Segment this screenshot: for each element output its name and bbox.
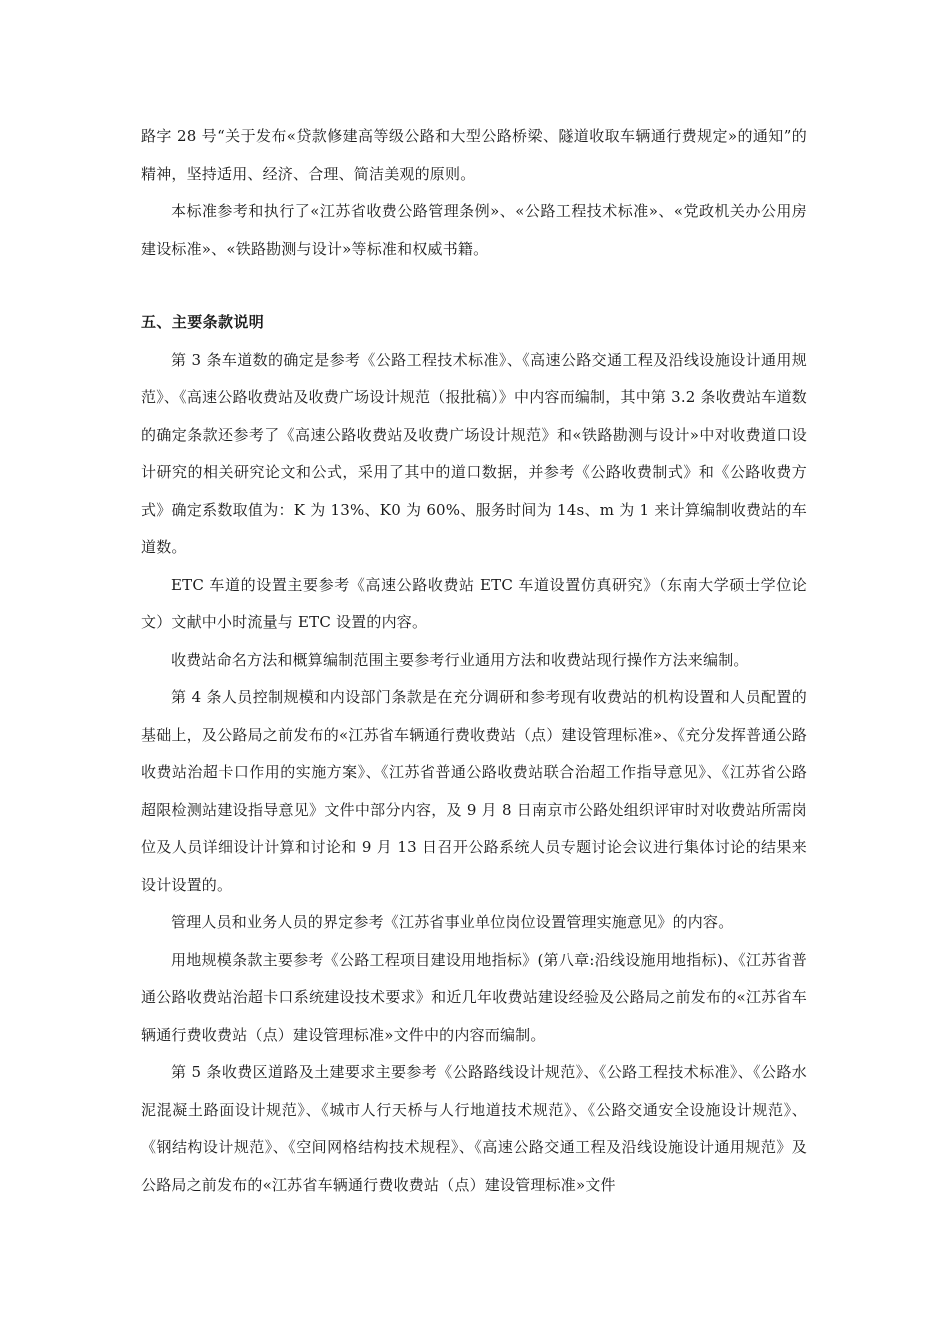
section-heading-main-clauses: 五、主要条款说明 <box>141 313 265 331</box>
section-spacer <box>141 268 807 304</box>
clause-paragraph: ETC 车道的设置主要参考《高速公路收费站 ETC 车道设置仿真研究》（东南大学硕士学位论文）文献中小时流量与 ETC 设置的内容。 <box>141 575 807 631</box>
clause-paragraph: 第 4 条人员控制规模和内设部门条款是在充分调研和参考现有收费站的机构设置和人员配置的基础上，及公路局之前发布的«江苏省车辆通行费收费站（点）建设管理标准»、《充分发挥普通公路收费站治超卡口作用的实施方案》、《江苏省普通公路收费站联合治超工作指导意见》、《江苏省公路超限检测站建设指导意见》文件中部分内容，及 9 月 8 日南京市公路处组织评审时对收费站所需岗位及人员详细设计计算和讨论和 9 月 13 日召开公路系统人员专题讨论会议进行集体讨论的结果来设计设置的。 <box>141 688 807 894</box>
clause-paragraph: 收费站命名方法和概算编制范围主要参考行业通用方法和收费站现行操作方法来编制。 <box>171 650 749 669</box>
clause-paragraph: 管理人员和业务人员的界定参考《江苏省事业单位岗位设置管理实施意见》的内容。 <box>171 913 734 931</box>
clause-paragraph: 第 5 条收费区道路及土建要求主要参考《公路路线设计规范》、《公路工程技术标准》、《公路水泥混凝土路面设计规范》、《城市人行天桥与人行地道技术规范》、《公路交通安全设施设计规范》、《钢结构设计规范》、《空间网格结构技术规程》、《高速公路交通工程及沿线设施设计通用规范》及公路局之前发布的«江苏省车辆通行费收费站（点）建设管理标准»文件 <box>141 1063 807 1194</box>
clause-paragraph: 第 3 条车道数的确定是参考《公路工程技术标准》、《高速公路交通工程及沿线设施设计通用规范》、《高速公路收费站及收费广场设计规范（报批稿）》中内容而编制，其中第 3.2 条收费站车道数的确定条款还参考了《高速公路收费站及收费广场设计规范》和«铁路勘测与设计»中对收费道口设计研究的相关研究论文和公式，采用了其中的道口数据，并参考《公路收费制式》和《公路收费方式》确定系数取值为：K 为 13%、K0 为 60%、服务时间为 14s、m 为 1 来计算编制收费站的车道数。 <box>141 350 807 556</box>
clause-paragraph: 用地规模条款主要参考《公路工程项目建设用地指标》(第八章:沿线设施用地指标)、《江苏省普通公路收费站治超卡口系统建设技术要求》和近几年收费站建设经验及公路局之前发布的«江苏省车辆通行费收费站（点）建设管理标准»文件中的内容而编制。 <box>141 950 807 1044</box>
intro-paragraph-continued: 路字 28 号“关于发布«贷款修建高等级公路和大型公路桥梁、隧道收取车辆通行费规定»的通知”的精神，坚持适用、经济、合理、简洁美观的原则。 <box>141 127 807 183</box>
document-body <box>141 118 807 1204</box>
intro-paragraph-references: 本标准参考和执行了«江苏省收费公路管理条例»、«公路工程技术标准»、«党政机关办公用房建设标准»、«铁路勘测与设计»等标准和权威书籍。 <box>141 202 807 258</box>
